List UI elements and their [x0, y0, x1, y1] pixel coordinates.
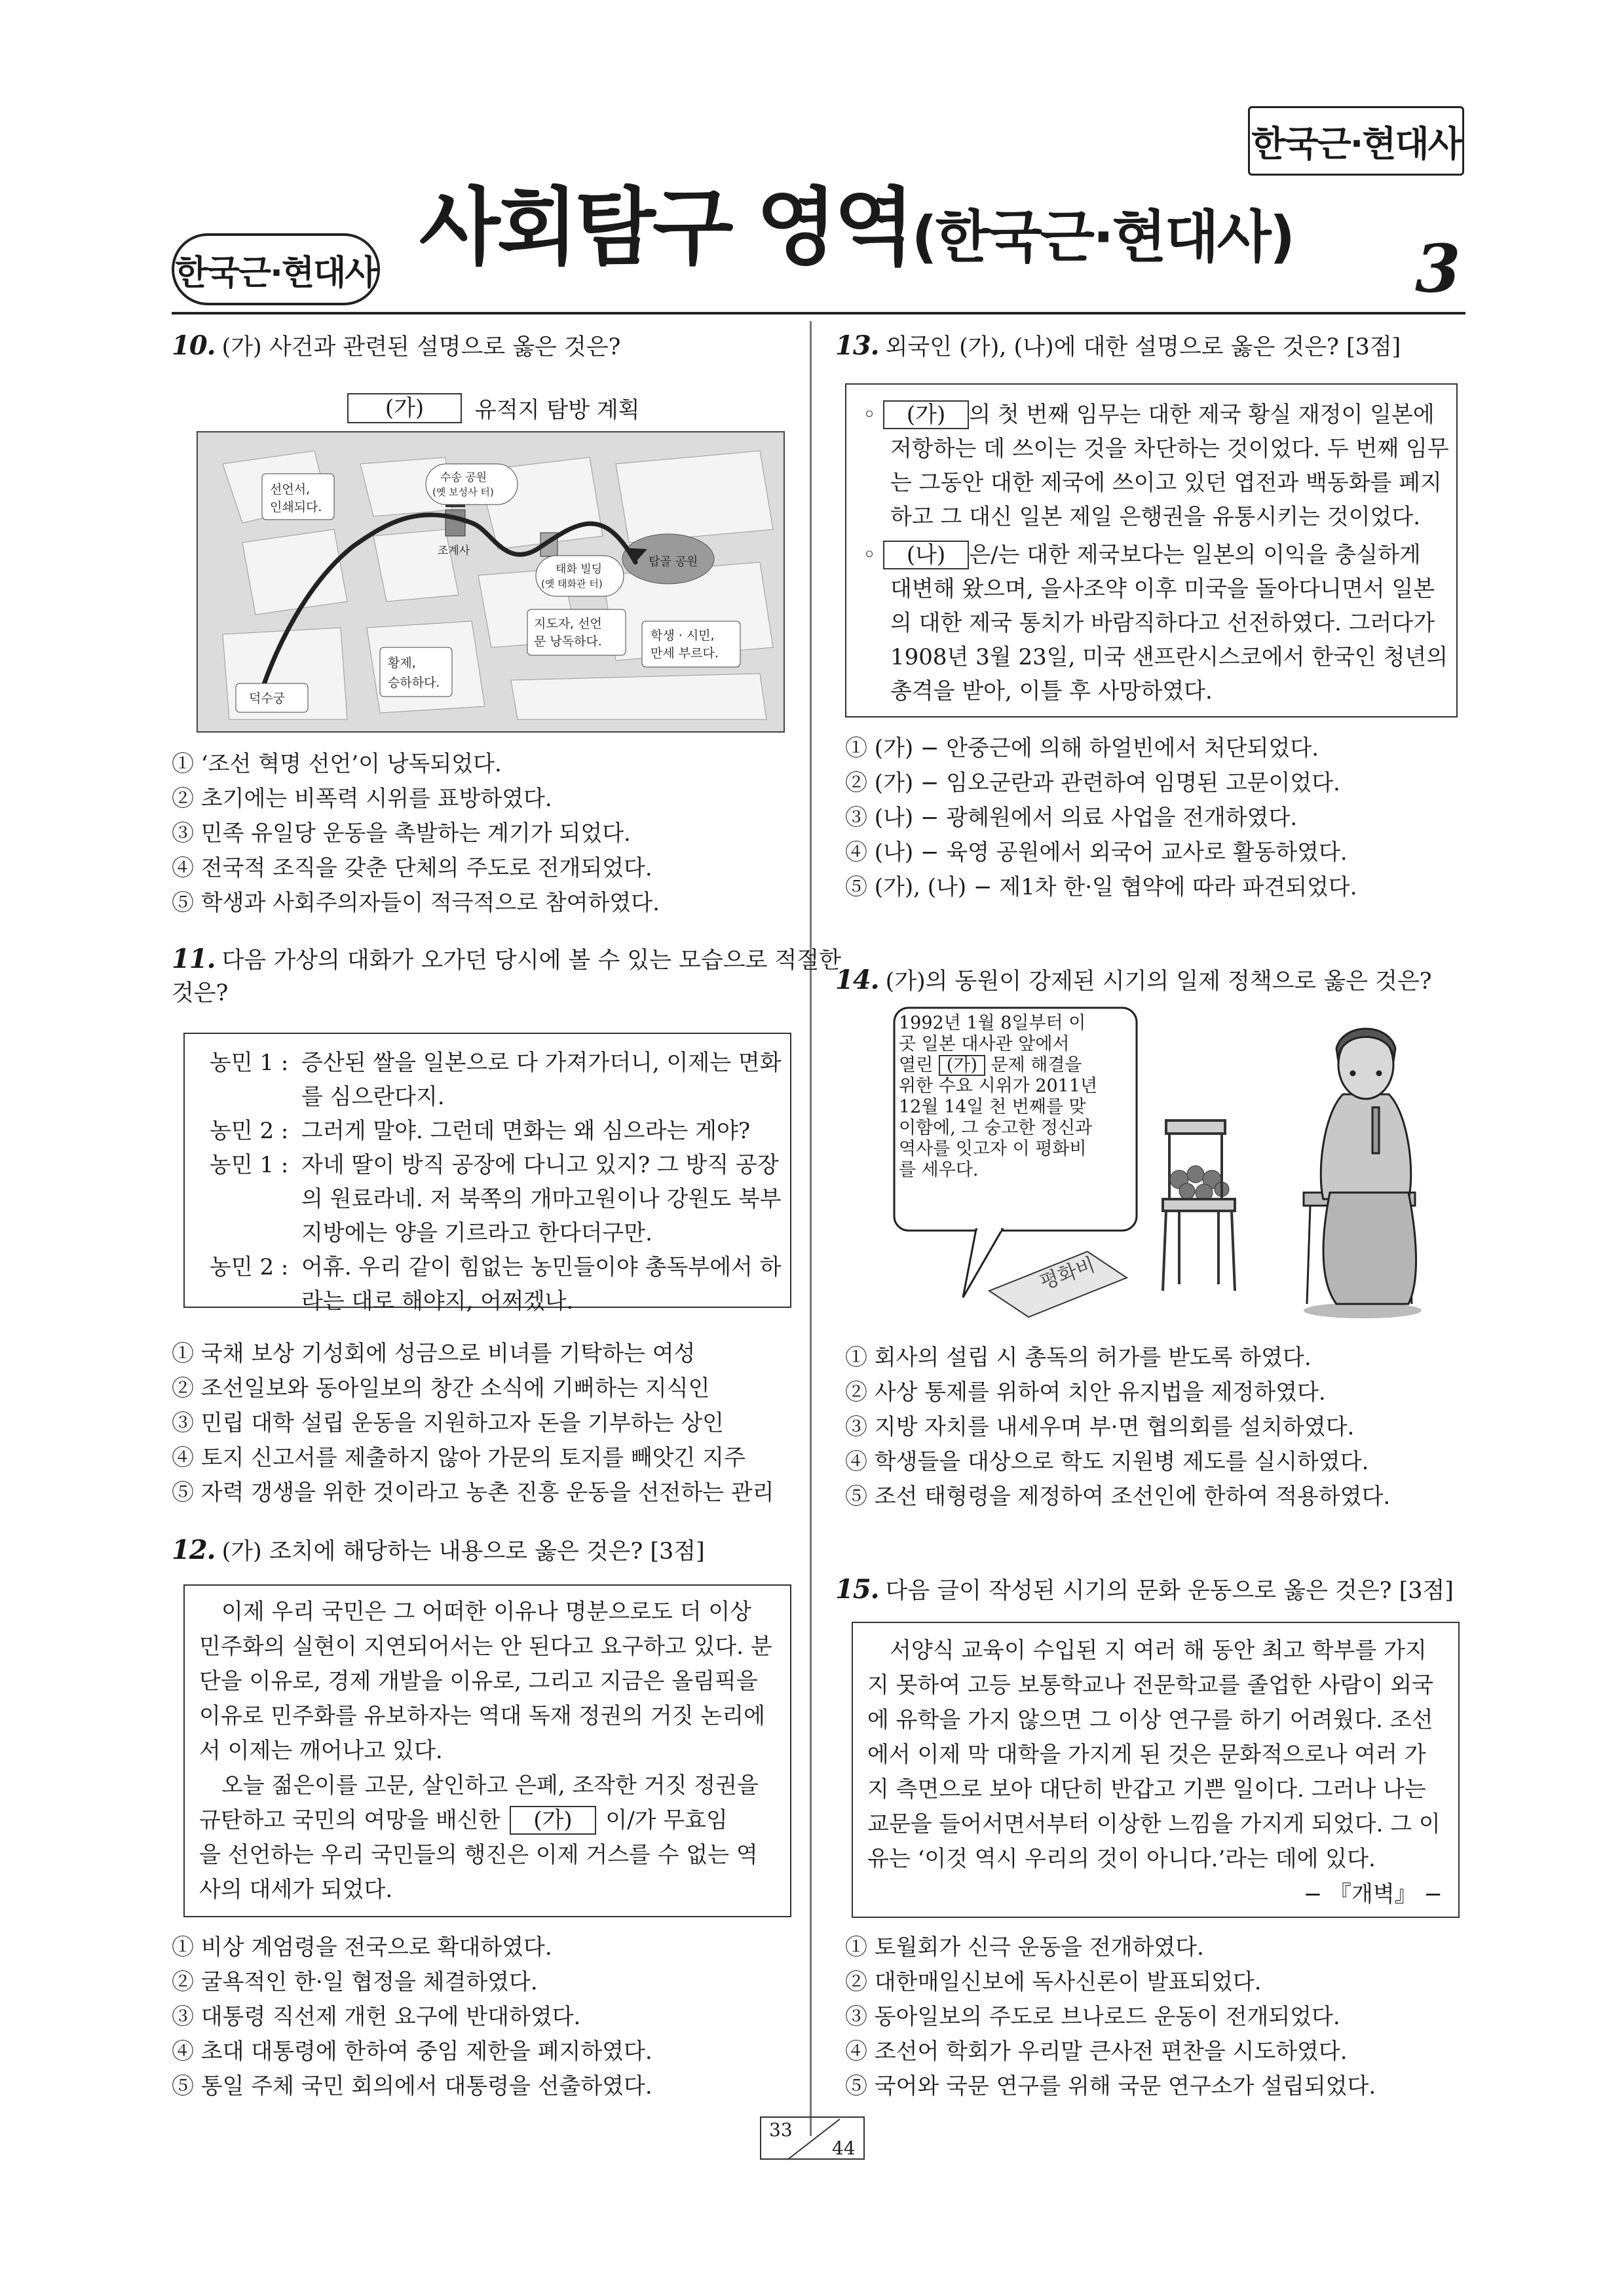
title-main: 사회탐구 영역 [419, 179, 912, 277]
bullet-icon: ◦ [863, 542, 883, 568]
bubble-line [899, 1055, 1097, 1076]
choice-3[interactable]: ③ 민족 유일당 운동을 촉발하는 계기가 되었다. [172, 820, 631, 847]
dialogue-content [210, 1046, 782, 1318]
choice-5[interactable]: ⑤ 통일 주체 국민 회의에서 대통령을 선출하였다. [172, 2073, 652, 2099]
dialogue-line: 의 원료라네. 저 북쪽의 개마고원이나 강원도 북부 [301, 1186, 782, 1212]
bubble-line: 를 세우다. [899, 1160, 979, 1180]
total-pages: 44 [832, 2137, 856, 2159]
question-number: 13. [835, 330, 879, 361]
passage-line: 지 측면으로 보아 대단히 반갑고 기쁜 일이다. 그러나 나는 [867, 1776, 1426, 1803]
choice-1[interactable]: ① 회사의 설립 시 총독의 허가를 받도록 하였다. [845, 1345, 1312, 1371]
map-title-text: 유적지 탐방 계획 [475, 397, 640, 423]
question-number: 11. [172, 944, 216, 974]
question-13-passage-box [845, 383, 1458, 718]
passage-line: 을 선언하는 우리 국민들의 행진은 이제 거스를 수 없는 역 [199, 1842, 758, 1868]
passage-text: 은/는 대한 제국보다는 일본의 이익을 충실하게 [969, 542, 1421, 568]
question-14-prompt [835, 963, 1432, 997]
map-label-park1-2: (옛 보성사 터) [432, 486, 494, 498]
question-text: 외국인 (가), (나)에 대한 설명으로 옳은 것은? [3점] [885, 334, 1401, 360]
question-11-dialogue-box [183, 1033, 791, 1314]
question-11-prompt [172, 942, 841, 1009]
choice-2[interactable]: ② (가) − 임오군란과 관련하여 임명된 고문이었다. [845, 770, 1340, 796]
passage-source: − 『개벽』 − [1303, 1881, 1443, 1907]
passage-line: 는 그동안 대한 제국에 쓰이고 있던 엽전과 백동화를 폐지 [890, 470, 1442, 496]
choice-4[interactable]: ④ (나) − 육영 공원에서 외국어 교사로 활동하였다. [845, 839, 1348, 866]
question-12-prompt [172, 1533, 705, 1567]
map-label-declaration-1: 선언서, [270, 482, 311, 497]
question-13-choices [845, 731, 1357, 905]
map-label-declaration-2: 인쇄되다. [270, 500, 322, 514]
dialogue-turn [210, 1114, 782, 1148]
bubble-line: 위한 수요 시위가 2011년 [899, 1076, 1098, 1096]
bubble-line: 곳 일본 대사관 앞에서 [899, 1034, 1070, 1054]
passage-line: 민주화의 실현이 지연되어서는 안 된다고 요구하고 있다. 분 [199, 1634, 772, 1660]
dialogue-line: 증산된 쌀을 일본으로 다 가져가더니, 이제는 면화 [301, 1050, 782, 1076]
passage-line: 에서 이제 막 대학을 가지게 된 것은 문화적으로나 여러 가 [867, 1742, 1426, 1768]
choice-1[interactable]: ① ‘조선 혁명 선언’이 낭독되었다. [172, 751, 502, 777]
map-label-park1-1: 수송 공원 [440, 471, 487, 484]
choice-5[interactable]: ⑤ (가), (나) − 제1차 한·일 협약에 따라 파견되었다. [845, 874, 1357, 900]
passage-line [863, 398, 1449, 432]
passage-line: 이제 우리 국민은 그 어떠한 이유나 명분으로도 더 이상 [221, 1599, 752, 1625]
dialogue-turn [210, 1148, 782, 1250]
blank-box: (가) [510, 1806, 595, 1835]
question-text: (가) 조치에 해당하는 내용으로 옳은 것은? [3점] [221, 1539, 705, 1565]
map-label-students-2: 만세 부르다. [651, 646, 719, 660]
map-label-leaders-1: 지도자, 선언 [534, 617, 602, 631]
bubble-tag-box: (가) [939, 1055, 985, 1076]
map-label-taehwa-2: (옛 태화관 터) [541, 578, 603, 590]
bubble-line: 12월 14일 천 번째를 맞 [899, 1097, 1086, 1117]
question-10-choices [172, 747, 660, 921]
speaker: 농민 2 : [210, 1118, 289, 1144]
choice-2[interactable]: ② 조선일보와 동아일보의 창간 소식에 기뻐하는 지식인 [172, 1375, 710, 1402]
question-14-choices [845, 1341, 1390, 1514]
passage-text: 이/가 무효임 [605, 1807, 728, 1833]
map-title-tag: (가) [347, 393, 462, 423]
dialogue-line: 자네 딸이 방직 공장에 다니고 있지? 그 방직 공장 [301, 1152, 779, 1178]
choice-2[interactable]: ② 굴욕적인 한·일 협정을 체결하였다. [172, 1969, 538, 1995]
question-number: 12. [172, 1535, 216, 1565]
choice-4[interactable]: ④ 학생들을 대상으로 학도 지원병 제도를 실시하였다. [845, 1449, 1369, 1475]
passage-line: 지 못하여 고등 보통학교나 전문학교를 졸업한 사람이 외국 [867, 1672, 1433, 1698]
question-number: 10. [172, 330, 216, 361]
passage-line: 1908년 3월 23일, 미국 샌프란시스코에서 한국인 청년의 [890, 644, 1448, 670]
subject-oval-label: 한국근·현대사 [172, 233, 380, 305]
speaker: 농민 1 : [210, 1152, 289, 1178]
choice-5[interactable]: ⑤ 조선 태형령을 제정하여 조선인에 한하여 적용하였다. [845, 1483, 1391, 1510]
passage-line: 교문을 들어서면서부터 이상한 느낌을 가지게 되었다. 그 이 [867, 1811, 1441, 1837]
dialogue-line: 그러게 말야. 그런데 면화는 왜 심으라는 게야? [301, 1118, 751, 1144]
choice-5[interactable]: ⑤ 국어와 국문 연구를 위해 국문 연구소가 설립되었다. [845, 2073, 1376, 2099]
question-text: (가) 사건과 관련된 설명으로 옳은 것은? [221, 334, 621, 360]
subject-label-box: 한국근·현대사 [1248, 106, 1464, 176]
passage-line: 서 이제는 깨어나고 있다. [199, 1738, 443, 1764]
passage-line: 단을 이유로, 경제 개발을 이유로, 그리고 지금은 올림픽을 [199, 1668, 758, 1694]
dialogue-line: 라는 대로 해야지, 어쩌겠나. [301, 1288, 574, 1314]
title-subject: (한국근·현대사) [911, 204, 1294, 270]
passage-line: 에 유학을 가지 않으면 그 이상 연구를 하기 어려웠다. 조선 [867, 1707, 1433, 1733]
question-number: 15. [835, 1574, 879, 1605]
passage-line [199, 1803, 772, 1838]
dialogue-line: 어휴. 우리 같이 힘없는 농민들이야 총독부에서 하 [301, 1254, 782, 1280]
page-title [419, 179, 1294, 277]
passage-line: 오늘 젊은이를 고문, 살인하고 은폐, 조작한 거짓 정권을 [221, 1772, 759, 1799]
map-label-tapgol: 탑골 공원 [649, 555, 698, 569]
passage-line: 하고 그 대신 일본 제일 은행권을 유통시키는 것이었다. [890, 504, 1421, 530]
passage-text: 의 첫 번째 임무는 대한 제국 황실 재정이 일본에 [969, 402, 1435, 428]
passage-line: 서양식 교육이 수입된 지 여러 해 동안 최고 학부를 가지 [890, 1637, 1427, 1664]
choice-2[interactable]: ② 초기에는 비폭력 시위를 표방하였다. [172, 786, 552, 812]
question-15-prompt [835, 1573, 1454, 1607]
map-illustration [197, 431, 785, 733]
passage-line: 이유로 민주화를 유보하자는 역대 독재 정권의 거짓 논리에 [199, 1703, 765, 1729]
passage-line: 총격을 받아, 이틀 후 사망하였다. [890, 678, 1213, 704]
tag-box-a: (가) [883, 400, 969, 429]
question-13-prompt [835, 329, 1401, 363]
choice-3[interactable]: ③ 동아일보의 주도로 브나로드 운동이 전개되었다. [845, 2004, 1340, 2030]
choice-4[interactable]: ④ 조선어 학회가 우리말 큰사전 편찬을 시도하였다. [845, 2038, 1348, 2065]
question-11-choices [172, 1337, 774, 1510]
question-number: 14. [835, 965, 879, 995]
question-text-line1: 다음 가상의 대화가 오가던 당시에 볼 수 있는 모습으로 적절한 [221, 947, 841, 974]
passage [867, 1634, 1441, 1877]
bubble-line: 역사를 잇고자 이 평화비 [899, 1139, 1087, 1159]
choice-4[interactable]: ④ 초대 대통령에 한하여 중임 제한을 폐지하였다. [172, 2038, 652, 2065]
question-text: 다음 글이 작성된 시기의 문화 운동으로 옳은 것은? [3점] [885, 1578, 1454, 1604]
choice-1[interactable]: ① 비상 계엄령을 전국으로 확대하였다. [172, 1934, 552, 1961]
map-label-emperor-1: 황제, [388, 656, 416, 670]
question-12-passage-box [183, 1584, 791, 1917]
choice-1[interactable]: ① 토월회가 신극 운동을 전개하였다. [845, 1934, 1204, 1961]
passage-line: 저항하는 데 쓰이는 것을 차단하는 것이었다. 두 번째 임무 [890, 436, 1449, 462]
map-title [347, 392, 640, 424]
choice-1[interactable]: ① (가) − 안중근에 의해 하얼빈에서 처단되었다. [845, 735, 1319, 761]
passage-line: 대변해 왔으며, 을사조약 이후 미국을 돌아다니면서 일본 [890, 576, 1435, 602]
question-10-map [197, 385, 785, 733]
speech-bubble-text [899, 1013, 1097, 1181]
choice-3[interactable]: ③ 민립 대학 설립 운동을 지원하고자 돈을 기부하는 상인 [172, 1410, 725, 1436]
passage-text: 규탄하고 국민의 여망을 배신한 [199, 1807, 500, 1833]
passage [863, 398, 1449, 708]
page-number: 3 [1415, 230, 1461, 307]
dialogue-line: 를 심으란다지. [301, 1084, 445, 1110]
choice-2[interactable]: ② 대한매일신보에 독사신론이 발표되었다. [845, 1969, 1262, 1995]
speaker: 농민 1 : [210, 1050, 289, 1076]
dialogue-turn [210, 1046, 782, 1114]
current-page: 33 [769, 2119, 793, 2141]
choice-3[interactable]: ③ (나) − 광혜원에서 의료 사업을 전개하였다. [845, 805, 1298, 831]
dialogue-turn [210, 1250, 782, 1318]
question-10-prompt [172, 329, 620, 363]
speaker: 농민 2 : [210, 1254, 289, 1280]
choice-5[interactable]: ⑤ 학생과 사회주의자들이 적극적으로 참여하였다. [172, 890, 660, 916]
passage-line: 사의 대세가 되었다. [199, 1877, 393, 1903]
question-text: (가)의 동원이 강제된 시기의 일제 정책으로 옳은 것은? [885, 968, 1432, 995]
header-divider [172, 312, 1465, 315]
question-15-choices [845, 1930, 1376, 2104]
map-label-taehwa-1: 태화 빌딩 [556, 563, 603, 576]
choice-2[interactable]: ② 사상 통제를 위하여 치안 유지법을 제정하였다. [845, 1379, 1326, 1406]
bubble-text: 열린 [899, 1055, 934, 1075]
bullet-icon: ◦ [863, 402, 883, 428]
choice-4[interactable]: ④ 전국적 조직을 갖춘 단체의 주도로 전개되었다. [172, 855, 652, 881]
map-label-jogyesa: 조계사 [438, 545, 470, 558]
map-label-deoksugung: 덕수궁 [249, 691, 286, 706]
passage-line: 유는 ‘이것 역시 우리의 것이 아니다.’라는 데에 있다. [867, 1846, 1376, 1872]
question-text-line2: 것은? [172, 980, 229, 1006]
question-12-choices [172, 1930, 652, 2104]
choice-3[interactable]: ③ 대통령 직선제 개헌 요구에 반대하였다. [172, 2004, 581, 2030]
choice-4[interactable]: ④ 토지 신고서를 제출하지 않아 가문의 토지를 빼앗긴 지주 [172, 1445, 746, 1471]
plaque-label: 평화비 [1036, 1253, 1099, 1295]
question-15-passage-box [852, 1622, 1460, 1918]
bubble-line: 이함에, 그 숭고한 정신과 [899, 1118, 1093, 1138]
tag-box-b: (나) [883, 541, 969, 569]
choice-5[interactable]: ⑤ 자력 갱생을 위한 것이라고 농촌 진흥 운동을 선전하는 관리 [172, 1480, 774, 1506]
map-label-emperor-2: 승하하다. [388, 676, 440, 690]
page-counter [760, 2116, 865, 2160]
map-label-leaders-2: 문 낭독하다. [534, 634, 602, 649]
passage [199, 1595, 772, 1907]
map-label-students-1: 학생 · 시민, [651, 628, 715, 643]
passage-line [863, 538, 1449, 572]
dialogue-line: 지방에는 양을 기르라고 한다더구만. [301, 1220, 652, 1246]
choice-3[interactable]: ③ 지방 자치를 내세우며 부·면 협의회를 설치하였다. [845, 1414, 1355, 1440]
bubble-text: 문제 해결을 [991, 1055, 1082, 1075]
bubble-line: 1992년 1월 8일부터 이 [899, 1013, 1086, 1033]
passage-line: 의 대한 제국 통치가 바람직하다고 선전하였다. 그러다가 [890, 610, 1435, 636]
column-divider [810, 321, 812, 2136]
choice-1[interactable]: ① 국채 보상 기성회에 성금으로 비녀를 기탁하는 여성 [172, 1341, 696, 1367]
